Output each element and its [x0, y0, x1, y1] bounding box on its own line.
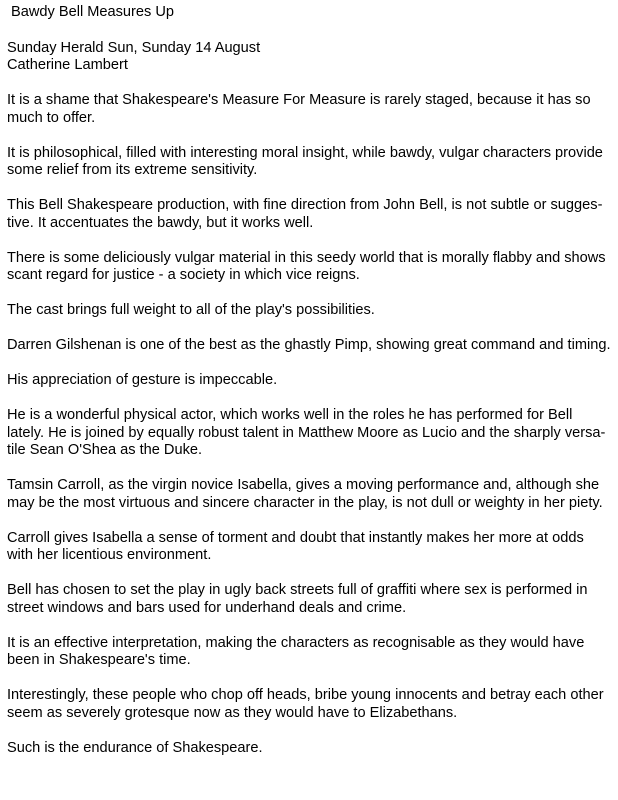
- publication-line: Sunday Herald Sun, Sunday 14 August: [7, 39, 261, 56]
- paragraph: He is a wonderful physical actor, which works well in the roles he has performed for Bell lately. He is joined by equally robust talent in Matthew Moore as Lucio and the sharply versatile Sean O'Shea as the Duke.: [7, 407, 606, 458]
- byline: [7, 40, 611, 75]
- paragraph: Such is the endurance of Shakespeare.: [7, 739, 263, 756]
- paragraph: Darren Gilshenan is one of the best as the ghastly Pimp, showing great command and timing.: [7, 337, 611, 353]
- paragraph: It is an effective interpretation, making the characters as recognisable as they would have been in Shakespeare's time.: [7, 634, 585, 668]
- article-body: [7, 92, 611, 757]
- paragraph: This Bell Shakespeare production, with fine direction from John Bell, is not subtle or suggestive. It accentuates the bawdy, but it works well.: [7, 197, 603, 231]
- paragraph: There is some deliciously vulgar material in this seedy world that is morally flabby and shows scant regard for justice - a society in which vice reigns.: [7, 249, 606, 283]
- paragraph: Interestingly, these people who chop off heads, bribe young innocents and betray each other seem as severely grotesque now as they would have to Elizabethans.: [7, 687, 604, 721]
- author-name: Catherine Lambert: [7, 57, 128, 73]
- paragraph: Bell has chosen to set the play in ugly back streets full of graffiti where sex is performed in street windows and bars used for underhand deals and crime.: [7, 582, 588, 616]
- paragraph: His appreciation of gesture is impeccable.: [7, 372, 278, 388]
- paragraph: The cast brings full weight to all of the play's possibilities.: [7, 302, 375, 318]
- paragraph: Carroll gives Isabella a sense of torment and doubt that instantly makes her more at odds with her licentious environment.: [7, 529, 584, 563]
- paragraph: Tamsin Carroll, as the virgin novice Isabella, gives a moving performance and, although she may be the most virtuous and sincere character in the play, is not dull or weighty in her piety.: [7, 477, 603, 511]
- article-title: Bawdy Bell Measures Up: [11, 4, 175, 20]
- document-page: [7, 4, 611, 757]
- paragraph: It is philosophical, filled with interesting moral insight, while bawdy, vulgar characters provide some relief from its extreme sensitivity.: [7, 144, 603, 178]
- paragraph: It is a shame that Shakespeare's Measure For Measure is rarely staged, because it has so much to offer.: [7, 92, 591, 126]
